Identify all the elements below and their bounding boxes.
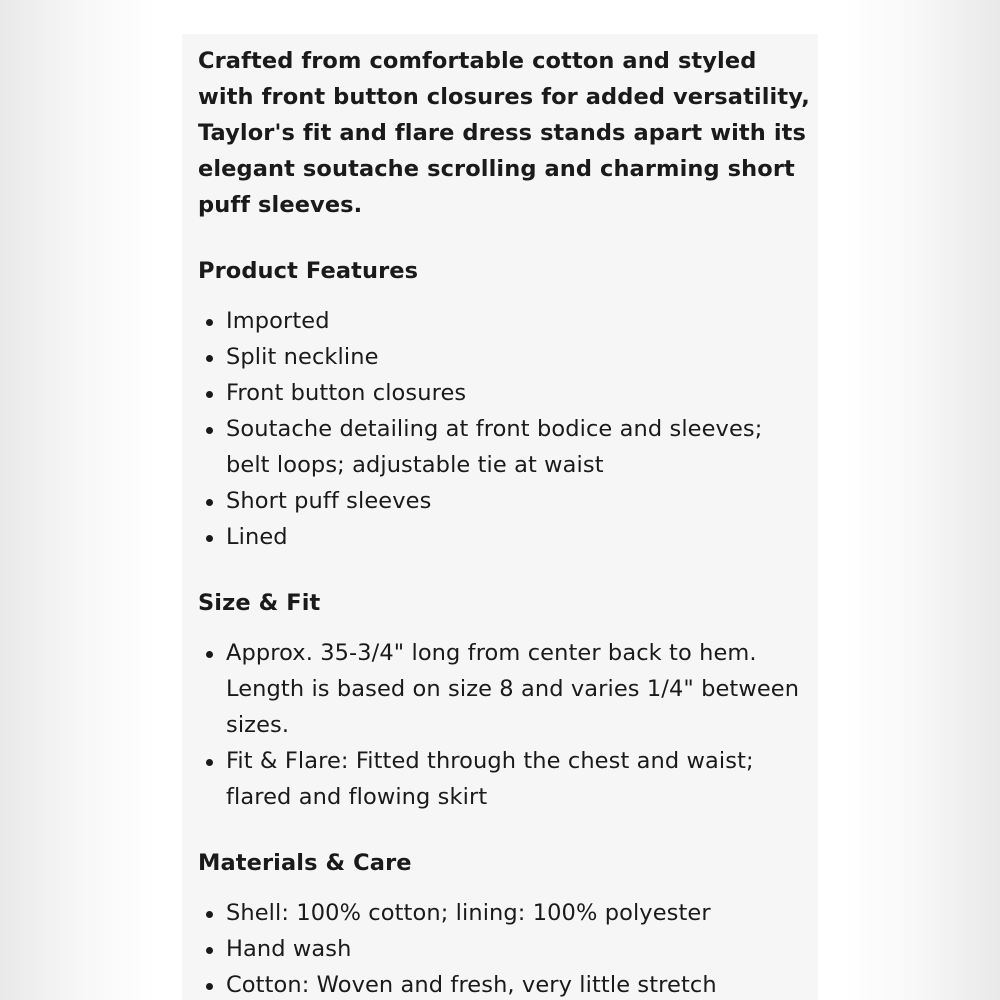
list-item: Fit & Flare: Fitted through the chest and waist; flared and flowing skirt — [198, 743, 810, 815]
list-item: Hand wash — [198, 931, 810, 967]
section-title-materials-care: Materials & Care — [198, 850, 412, 876]
materials-care-list — [198, 895, 810, 1000]
product-description: Crafted from comfortable cotton and styled with front button closures for added versatility, Taylor's fit and flare dress stands apart with its elegant soutache scrolling and charming short puff sleeves. — [198, 48, 810, 218]
list-item: Front button closures — [198, 375, 810, 411]
list-item: Imported — [198, 303, 810, 339]
list-item: Lined — [198, 519, 810, 555]
list-item: Approx. 35-3/4" long from center back to hem. Length is based on size 8 and varies 1/4" between sizes. — [198, 635, 810, 743]
section-title-product-features: Product Features — [198, 258, 419, 284]
list-item: Cotton: Woven and fresh, very little stretch — [198, 967, 810, 1000]
list-item: Soutache detailing at front bodice and sleeves; belt loops; adjustable tie at waist — [198, 411, 810, 483]
section-title-size-fit: Size & Fit — [198, 590, 321, 616]
size-fit-list — [198, 635, 810, 815]
list-item: Shell: 100% cotton; lining: 100% polyester — [198, 895, 810, 931]
list-item: Short puff sleeves — [198, 483, 810, 519]
product-details — [198, 43, 810, 1000]
list-item: Split neckline — [198, 339, 810, 375]
product-features-list — [198, 303, 810, 555]
